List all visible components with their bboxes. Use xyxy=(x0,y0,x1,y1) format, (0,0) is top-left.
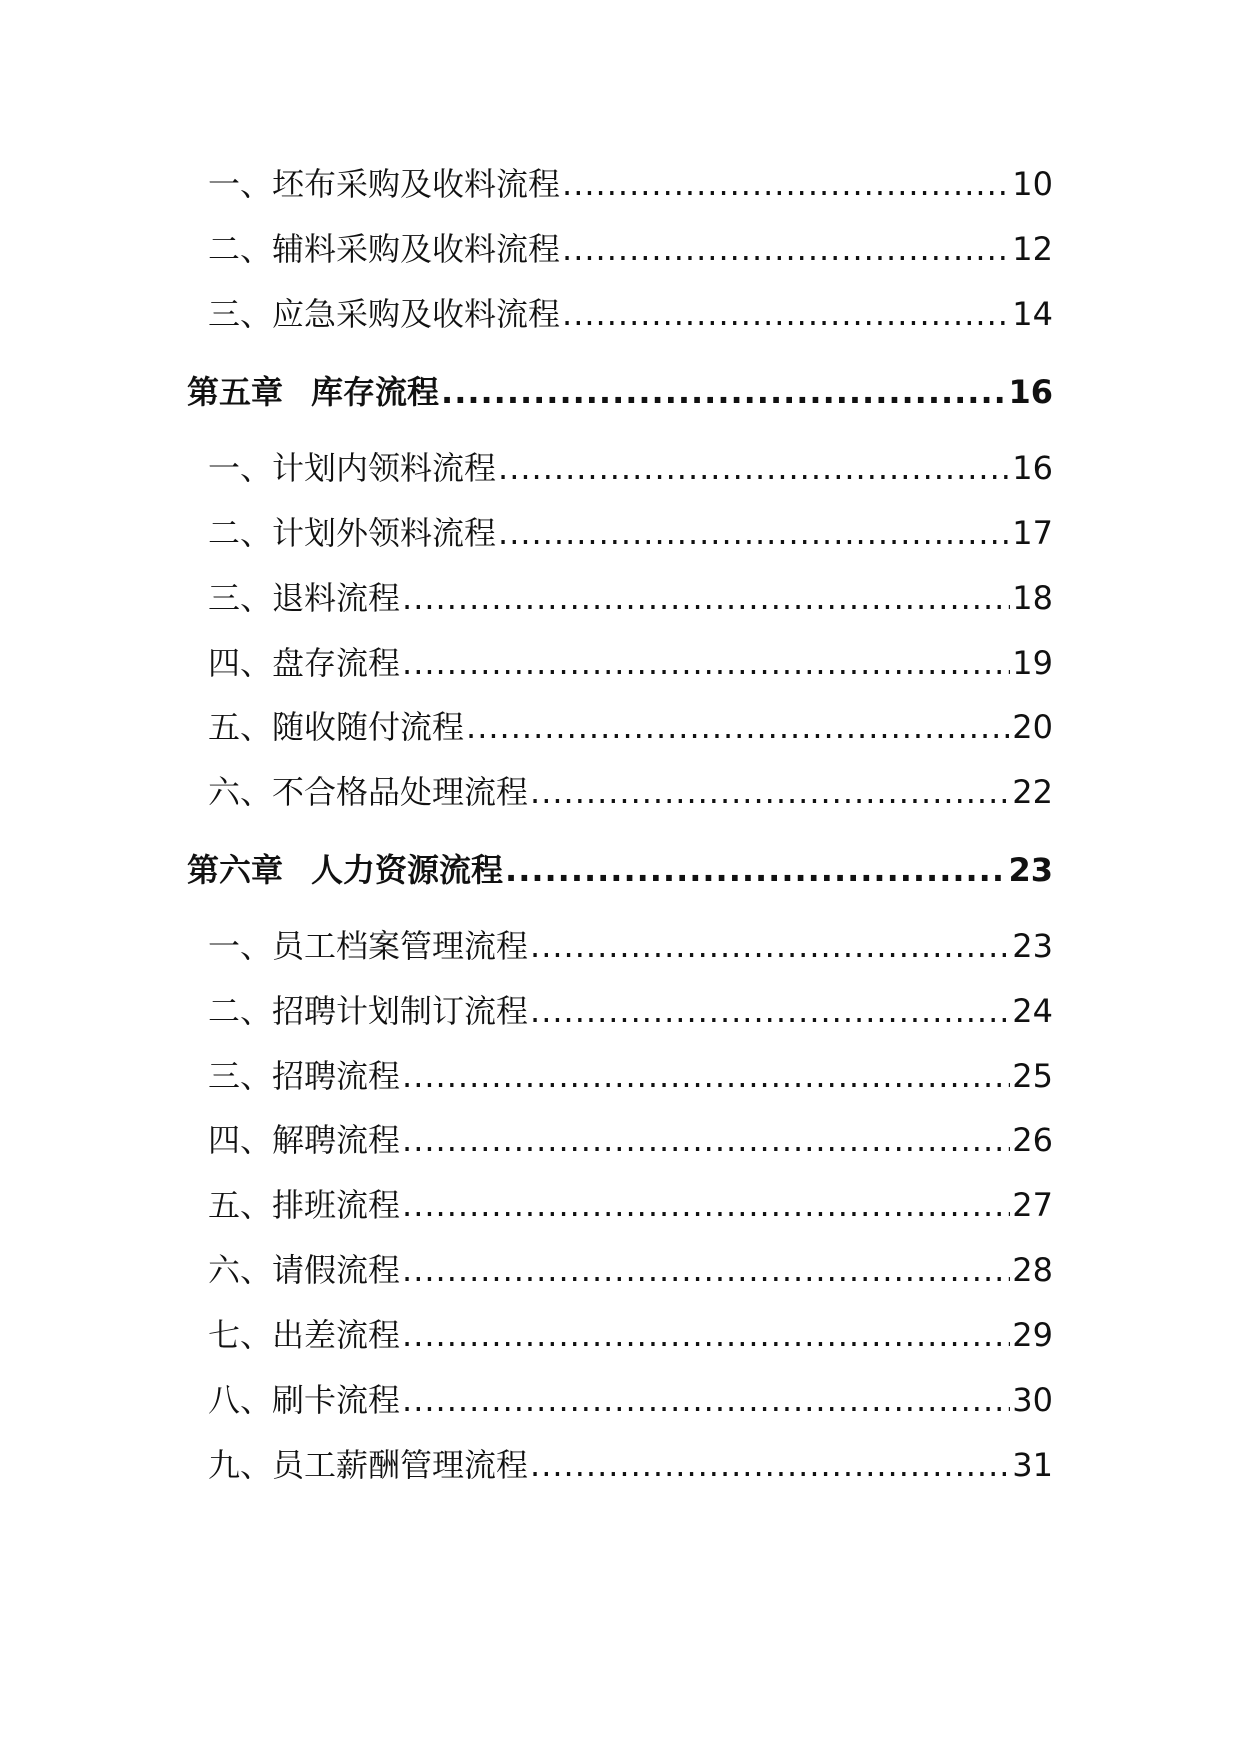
toc-page-number: 19 xyxy=(1012,644,1053,682)
toc-entry-label: 三、退料流程 xyxy=(208,579,401,617)
toc-entry[interactable] xyxy=(208,1185,1053,1225)
toc-page-number: 12 xyxy=(1012,230,1053,268)
toc-entry[interactable] xyxy=(208,926,1053,966)
toc-page-number: 16 xyxy=(1008,373,1053,411)
toc-entry-label: 三、招聘流程 xyxy=(208,1057,401,1095)
toc-page-number: 30 xyxy=(1012,1381,1053,1419)
toc-entry[interactable] xyxy=(208,772,1053,812)
toc-page-number: 25 xyxy=(1012,1057,1053,1095)
dot-leader xyxy=(505,850,1006,890)
toc-entry[interactable] xyxy=(208,229,1053,269)
dot-leader xyxy=(441,372,1006,412)
dot-leader xyxy=(530,926,1010,966)
dot-leader xyxy=(402,1380,1010,1420)
dot-leader xyxy=(402,1185,1010,1225)
toc-entry-label: 三、应急采购及收料流程 xyxy=(208,295,561,333)
dot-leader xyxy=(402,1250,1010,1290)
toc-chapter-entry[interactable] xyxy=(187,850,1053,890)
toc-entry-label: 七、出差流程 xyxy=(208,1316,401,1354)
toc-entry-label: 一、坯布采购及收料流程 xyxy=(208,165,561,203)
toc-page-number: 14 xyxy=(1012,295,1053,333)
toc-entry[interactable] xyxy=(208,1056,1053,1096)
dot-leader xyxy=(402,1056,1010,1096)
dot-leader xyxy=(466,707,1010,747)
toc-entry[interactable] xyxy=(208,1380,1053,1420)
dot-leader xyxy=(402,1120,1010,1160)
toc-entry[interactable] xyxy=(208,448,1053,488)
toc-page-number: 20 xyxy=(1012,708,1053,746)
toc-chapter-label: 第六章 人力资源流程 xyxy=(187,851,504,889)
toc-entry[interactable] xyxy=(208,1120,1053,1160)
dot-leader xyxy=(498,513,1010,553)
toc-page-number: 22 xyxy=(1012,773,1053,811)
toc-page-number: 31 xyxy=(1012,1446,1053,1484)
toc-entry-label: 二、计划外领料流程 xyxy=(208,514,497,552)
dot-leader xyxy=(498,448,1010,488)
toc-entry-label: 九、员工薪酬管理流程 xyxy=(208,1446,529,1484)
toc-page-number: 26 xyxy=(1012,1121,1053,1159)
dot-leader xyxy=(530,1445,1010,1485)
toc-page-number: 18 xyxy=(1012,579,1053,617)
toc-entry[interactable] xyxy=(208,164,1053,204)
toc-page-number: 10 xyxy=(1012,165,1053,203)
toc-entry-label: 六、请假流程 xyxy=(208,1251,401,1289)
toc-entry[interactable] xyxy=(208,294,1053,334)
toc-entry[interactable] xyxy=(208,643,1053,683)
toc-entry[interactable] xyxy=(208,707,1053,747)
toc-page-number: 24 xyxy=(1012,992,1053,1030)
toc-page-number: 27 xyxy=(1012,1186,1053,1224)
dot-leader xyxy=(402,1315,1010,1355)
toc-page-number: 28 xyxy=(1012,1251,1053,1289)
toc-entry-label: 五、排班流程 xyxy=(208,1186,401,1224)
toc-entry-label: 二、招聘计划制订流程 xyxy=(208,992,529,1030)
toc-entry[interactable] xyxy=(208,991,1053,1031)
toc-entry-label: 六、不合格品处理流程 xyxy=(208,773,529,811)
toc-chapter-label: 第五章 库存流程 xyxy=(187,373,440,411)
toc-entry-label: 五、随收随付流程 xyxy=(208,708,465,746)
dot-leader xyxy=(562,294,1010,334)
toc-page-number: 29 xyxy=(1012,1316,1053,1354)
toc-entry[interactable] xyxy=(208,1445,1053,1485)
toc-entry-label: 一、员工档案管理流程 xyxy=(208,927,529,965)
toc-page-number: 23 xyxy=(1008,851,1053,889)
toc-chapter-entry[interactable] xyxy=(187,372,1053,412)
toc-entry-label: 四、解聘流程 xyxy=(208,1121,401,1159)
toc-entry-label: 二、辅料采购及收料流程 xyxy=(208,230,561,268)
dot-leader xyxy=(562,164,1010,204)
dot-leader xyxy=(530,991,1010,1031)
toc-page-number: 23 xyxy=(1012,927,1053,965)
dot-leader xyxy=(402,578,1010,618)
toc-entry-label: 四、盘存流程 xyxy=(208,644,401,682)
toc-entry[interactable] xyxy=(208,578,1053,618)
dot-leader xyxy=(530,772,1010,812)
dot-leader xyxy=(562,229,1010,269)
toc-entry[interactable] xyxy=(208,1250,1053,1290)
toc-entry-label: 一、计划内领料流程 xyxy=(208,449,497,487)
toc-entry[interactable] xyxy=(208,513,1053,553)
toc-entry[interactable] xyxy=(208,1315,1053,1355)
toc-entry-label: 八、刷卡流程 xyxy=(208,1381,401,1419)
toc-page-number: 16 xyxy=(1012,449,1053,487)
toc-page-number: 17 xyxy=(1012,514,1053,552)
dot-leader xyxy=(402,643,1010,683)
